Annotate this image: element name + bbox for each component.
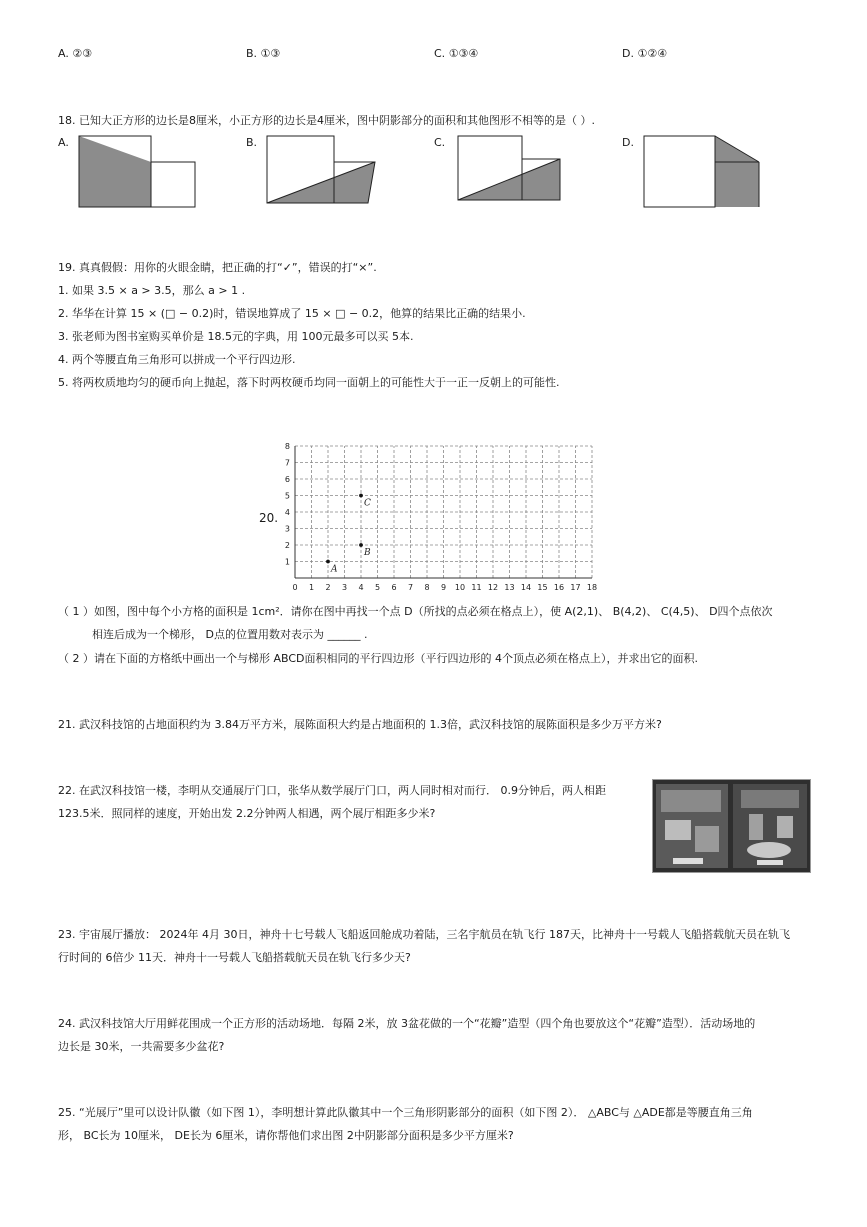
q21-text: 21. 武汉科技馆的占地面积约为 3.84万平方米，展陈面积大约是占地面积的 1.3倍，武汉科技馆的展陈面积是多少万平方米? xyxy=(58,718,662,731)
x-tick-label: 4 xyxy=(358,583,364,592)
q24-line1: 24. 武汉科技馆大厅用鲜花围成一个正方形的活动场地．每隔 2米，放 3盆花做的一个“花瓣”造型（四个角也要放这个“花瓣”造型）．活动场地的 xyxy=(58,1017,756,1030)
point-a xyxy=(326,560,330,564)
y-tick-label: 2 xyxy=(284,541,290,550)
x-tick-label: 1 xyxy=(308,583,315,592)
point-b xyxy=(359,543,363,547)
q18-label-c: C. xyxy=(434,136,446,149)
q17-option-c: C. ①③④ xyxy=(434,47,479,60)
q25-line1: 25. “光展厅”里可以设计队徽（如下图 1），李明想计算此队徽其中一个三角形阴影部分的面积（如下图 2）． △ABC与 △ADE都是等腰直角三角 xyxy=(58,1106,753,1119)
x-tick-label: 10 xyxy=(454,583,466,592)
q18-stem: 18. 已知大正方形的边长是8厘米，小正方形的边长是4厘米，图中阴影部分的面积和其他图形不相等的是（ ）. xyxy=(58,114,595,127)
x-tick-label: 12 xyxy=(487,583,499,592)
q19-item-4: 4. 两个等腰直角三角形可以拼成一个平行四边形. xyxy=(58,353,296,366)
q18-label-d: D. xyxy=(622,136,634,149)
x-tick-label: 8 xyxy=(424,583,430,592)
x-tick-label: 15 xyxy=(537,583,548,592)
q18-label-b: B. xyxy=(246,136,258,149)
x-tick-label: 7 xyxy=(407,583,414,592)
q18-figure-b xyxy=(264,133,380,210)
point-label-a: A xyxy=(331,564,338,575)
y-tick-label: 3 xyxy=(284,524,290,534)
q19-stem: 19. 真真假假：用你的火眼金睛，把正确的打“✓”，错误的打“×”. xyxy=(58,261,377,274)
x-tick-label: 16 xyxy=(553,583,565,592)
x-tick-label: 13 xyxy=(504,583,515,592)
q23-line1: 23. 宇宙展厅播放： 2024年 4月 30日，神舟十七号载人飞船返回舱成功着陆，三名宇航员在轨飞行 187天，比神舟十一号载人飞船搭载航天员在轨飞 xyxy=(58,928,790,941)
x-tick-label: 17 xyxy=(570,583,581,592)
x-tick-label: 3 xyxy=(341,583,348,592)
q20-part1-line1: （ 1 ）如图，图中每个小方格的面积是 1cm²．请你在图中再找一个点 D（所找的点必须在格点上），使 A(2,1)、 B(4,2)、 C(4,5)、 D四个点依次 xyxy=(58,605,773,618)
q25-line2: 形， BC长为 10厘米， DE长为 6厘米，请你帮他们求出图 2中阴影部分面积是多少平方厘米? xyxy=(58,1129,514,1142)
q22-line2: 123.5米．照同样的速度，开始出发 2.2分钟两人相遇，两个展厅相距多少米? xyxy=(58,807,436,820)
q20-part2: （ 2 ）请在下面的方格纸中画出一个与梯形 ABCD面积相同的平行四边形（平行四边形的 4个顶点必须在格点上），并求出它的面积. xyxy=(58,652,699,665)
q18-label-a: A. xyxy=(58,136,69,149)
y-tick-label: 4 xyxy=(284,508,290,517)
y-tick-label: 1 xyxy=(284,557,290,567)
point-label-c: C xyxy=(364,498,371,509)
y-tick-label: 7 xyxy=(284,458,290,468)
q24-line2: 边长是 30米，一共需要多少盆花? xyxy=(58,1040,225,1053)
x-tick-label: 5 xyxy=(374,583,381,592)
point-c xyxy=(359,494,363,498)
y-tick-label: 6 xyxy=(284,475,290,484)
q18-figure-d xyxy=(641,133,763,210)
coordinate-grid xyxy=(280,440,606,596)
science-museum-photo xyxy=(652,779,811,873)
q19-item-2: 2. 华华在计算 15 × (□ − 0.2)时，错误地算成了 15 × □ − 0.2，他算的结果比正确的结果小. xyxy=(58,307,526,320)
q22-line1: 22. 在武汉科技馆一楼，李明从交通展厅门口，张华从数学展厅门口，两人同时相对而行． 0.9分钟后，两人相距 xyxy=(58,784,606,797)
x-tick-label: 11 xyxy=(471,583,482,592)
q17-option-b: B. ①③ xyxy=(246,47,281,60)
q19-item-5: 5. 将两枚质地均匀的硬币向上抛起，落下时两枚硬币均同一面朝上的可能性大于一正一反朝上的可能性. xyxy=(58,376,560,389)
x-tick-label: 18 xyxy=(586,583,598,592)
q17-option-d: D. ①②④ xyxy=(622,47,668,60)
x-tick-label: 9 xyxy=(440,583,447,592)
q19-item-3: 3. 张老师为图书室购买单价是 18.5元的字典，用 100元最多可以买 5本. xyxy=(58,330,414,343)
x-tick-label: 14 xyxy=(520,583,532,592)
q17-option-a: A. ②③ xyxy=(58,47,93,60)
q19-item-1: 1. 如果 3.5 × a > 3.5，那么 a > 1 . xyxy=(58,284,246,297)
x-tick-label: 0 xyxy=(292,583,298,592)
y-tick-label: 5 xyxy=(284,491,290,501)
y-tick-label: 8 xyxy=(284,442,290,451)
x-tick-label: 6 xyxy=(391,583,397,592)
q20-number: 20. xyxy=(259,511,279,525)
q20-part1-line2: 相连后成为一个梯形， D点的位置用数对表示为 ______ . xyxy=(92,628,368,641)
q18-figure-a xyxy=(76,133,198,210)
x-tick-label: 2 xyxy=(325,583,331,592)
point-label-b: B xyxy=(364,548,371,558)
q23-line2: 行时间的 6倍少 11天．神舟十一号载人飞船搭载航天员在轨飞行多少天? xyxy=(58,951,411,964)
q18-figure-c xyxy=(455,133,565,210)
